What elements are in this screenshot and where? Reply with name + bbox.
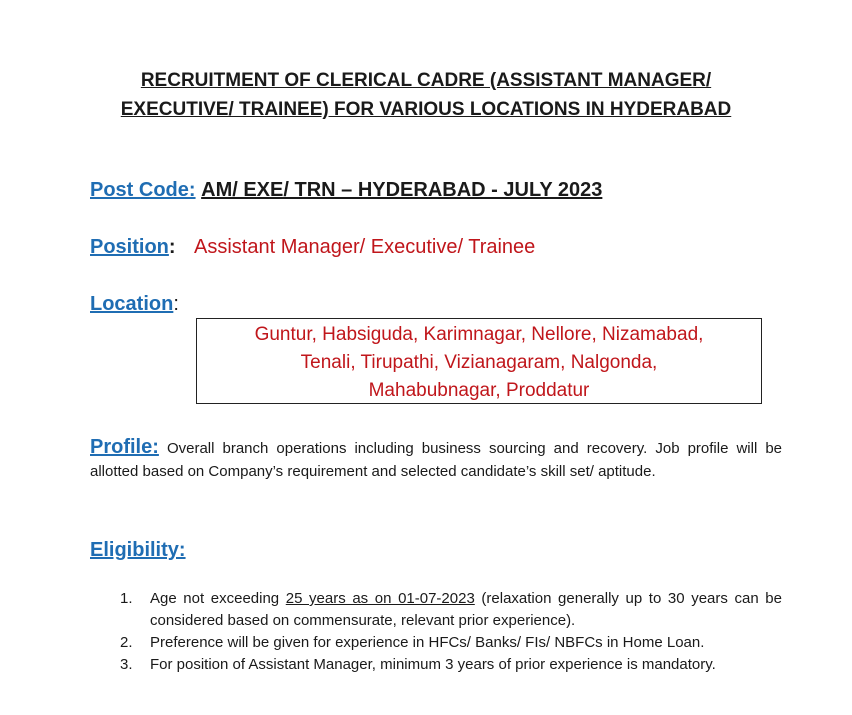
title-line-2: EXECUTIVE/ TRAINEE) FOR VARIOUS LOCATIONS IN HYDERABAD	[120, 99, 732, 120]
document-title	[0, 66, 852, 124]
list-number: 3.	[120, 656, 133, 673]
list-item	[108, 632, 782, 654]
profile-label: Profile:	[90, 436, 159, 458]
location-line: Guntur, Habsiguda, Karimnagar, Nellore, Nizamabad,	[254, 324, 704, 345]
location-row	[90, 293, 179, 316]
list-item	[108, 588, 782, 632]
location-colon: :	[173, 293, 179, 315]
location-label: Location	[90, 293, 174, 315]
list-text: Preference will be given for experience in HFCs/ Banks/ FIs/ NBFCs in Home Loan.	[150, 634, 705, 651]
post-code-row	[90, 179, 602, 202]
post-code-label: Post Code:	[90, 179, 196, 201]
position-row	[90, 236, 535, 259]
position-label: Position	[90, 236, 169, 258]
list-text: Age not exceeding	[150, 590, 286, 607]
list-item	[108, 654, 782, 676]
profile-paragraph	[90, 436, 782, 483]
location-box	[196, 318, 762, 404]
eligibility-list	[108, 588, 782, 676]
list-text: For position of Assistant Manager, minimum 3 years of prior experience is mandatory.	[150, 656, 716, 673]
post-code-value: AM/ EXE/ TRN – HYDERABAD - JULY 2023	[201, 179, 603, 201]
list-text-underlined: 25 years as on 01-07-2023	[285, 590, 475, 607]
profile-text: Overall branch operations including business sourcing and recovery. Job profile will be allotted based on Company’s requirement and selected candidate’s skill set/ aptitude.	[90, 440, 783, 480]
location-line: Tenali, Tirupathi, Vizianagaram, Nalgonda,	[300, 352, 658, 373]
list-number: 1.	[120, 590, 133, 607]
position-colon: :	[168, 236, 176, 258]
list-text: (relaxation generally up to 30 years can be considered based on commensurate, relevant prior experience).	[150, 590, 782, 629]
eligibility-heading	[90, 539, 186, 562]
list-number: 2.	[120, 634, 133, 651]
title-line-1: RECRUITMENT OF CLERICAL CADRE (ASSISTANT MANAGER/	[140, 70, 712, 91]
eligibility-label: Eligibility:	[90, 539, 186, 561]
location-line: Mahabubnagar, Proddatur	[368, 380, 590, 401]
position-value: Assistant Manager/ Executive/ Trainee	[194, 236, 536, 258]
